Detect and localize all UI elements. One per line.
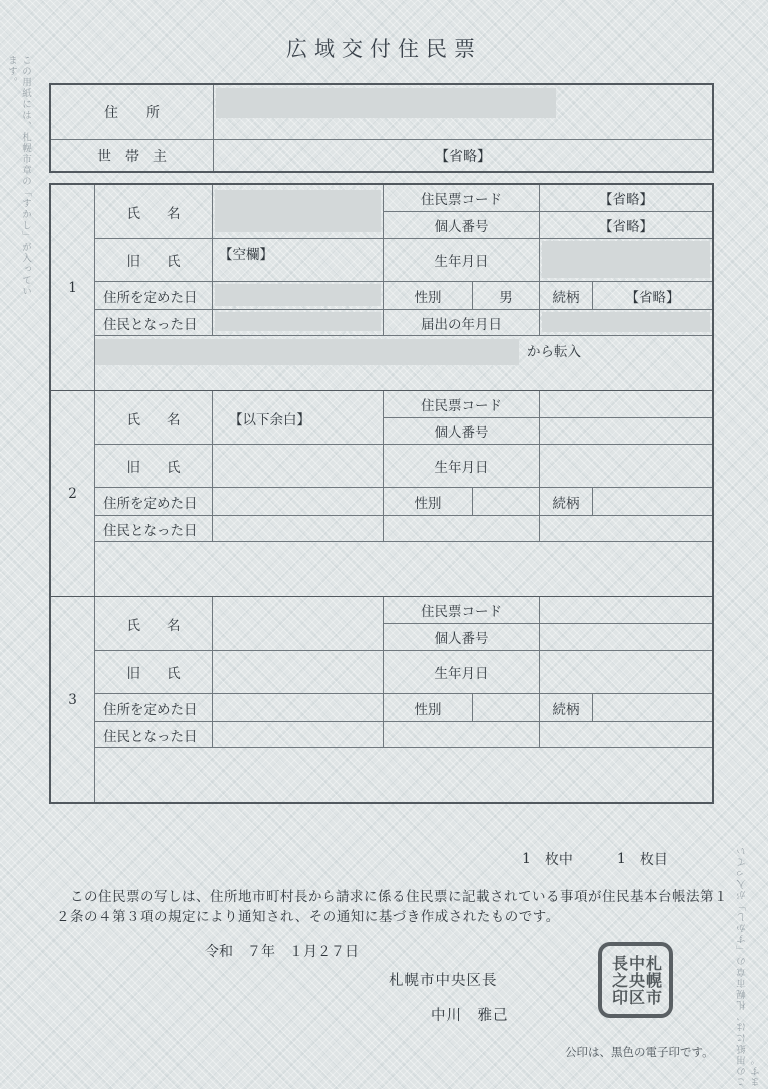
record-number: 2 xyxy=(51,391,95,596)
birth-date-value xyxy=(540,239,712,282)
official-seal xyxy=(598,942,673,1018)
certification-text: この住民票の写しは、住所地市町村長から請求に係る住民票に記載されている事項が住民基本台帳法第１２条の４第３項の規定により通知され、その通知に基づき作成されたものです。 xyxy=(56,889,728,925)
record-number: 1 xyxy=(51,185,95,390)
personal-number-value: 【省略】 xyxy=(540,212,712,239)
redaction-block xyxy=(95,339,519,365)
became-resident-date-value xyxy=(213,722,384,748)
relationship-value: 【省略】 xyxy=(593,282,712,310)
resident-code-label: 住民票コード xyxy=(384,185,540,212)
gender-value xyxy=(473,694,540,722)
personal-number-value xyxy=(540,418,712,445)
gender-value xyxy=(473,488,540,516)
became-resident-date-value xyxy=(213,516,384,542)
redaction-block xyxy=(542,312,710,332)
former-name-value xyxy=(213,651,384,694)
former-name-value xyxy=(213,445,384,488)
transfer-row xyxy=(95,748,712,802)
page-total: 1 xyxy=(522,851,531,867)
gender-label: 性別 xyxy=(384,488,473,516)
birth-date-value xyxy=(540,445,712,488)
address-set-date-label: 住所を定めた日 xyxy=(95,488,213,516)
birth-date-label: 生年月日 xyxy=(384,651,540,694)
seal-column: 札幌市 xyxy=(643,954,663,1006)
resident-code-label: 住民票コード xyxy=(384,391,540,418)
record-section-2 xyxy=(51,391,712,597)
address-set-date-value xyxy=(213,694,384,722)
personal-number-label: 個人番号 xyxy=(384,212,540,239)
resident-code-value xyxy=(540,391,712,418)
became-resident-date-label: 住民となった日 xyxy=(95,310,213,336)
page-current: 1 xyxy=(616,851,626,867)
notification-date-label xyxy=(384,516,540,542)
address-set-date-value xyxy=(213,488,384,516)
birth-date-label: 生年月日 xyxy=(384,239,540,282)
householder-value: 【省略】 xyxy=(435,148,491,165)
relationship-label: 続柄 xyxy=(540,694,593,722)
name-label: 氏 名 xyxy=(95,391,213,445)
personal-number-label: 個人番号 xyxy=(384,624,540,651)
gender-value: 男 xyxy=(473,282,540,310)
header-table xyxy=(49,83,714,173)
transfer-row xyxy=(95,542,712,596)
relationship-value xyxy=(593,488,712,516)
notification-date-value xyxy=(540,310,712,336)
former-name-label: 旧 氏 xyxy=(95,445,213,488)
householder-label: 世 帯 主 xyxy=(51,140,214,171)
gender-label: 性別 xyxy=(384,694,473,722)
redaction-block xyxy=(215,284,381,306)
redaction-block xyxy=(216,88,556,118)
record-section-1 xyxy=(51,185,712,391)
page-current-label: 枚目 xyxy=(639,852,668,868)
resident-code-value xyxy=(540,597,712,624)
notification-date-value xyxy=(540,516,712,542)
name-label: 氏 名 xyxy=(95,185,213,239)
name-label: 氏 名 xyxy=(95,597,213,651)
issuer-name: 中川 雅己 xyxy=(431,1008,509,1024)
resident-code-value: 【省略】 xyxy=(540,185,712,212)
watermark-note-right: この用紙には、札幌市章の「すかし」が入っています。 xyxy=(737,845,762,1087)
name-value xyxy=(213,597,384,651)
former-name-label: 旧 氏 xyxy=(95,239,213,282)
address-set-date-label: 住所を定めた日 xyxy=(95,282,213,310)
notification-date-label xyxy=(384,722,540,748)
redaction-block xyxy=(215,312,381,331)
became-resident-date-value xyxy=(213,310,384,336)
notification-date-value xyxy=(540,722,712,748)
page-indicator xyxy=(522,849,668,869)
became-resident-date-label: 住民となった日 xyxy=(95,516,213,542)
personal-number-label: 個人番号 xyxy=(384,418,540,445)
birth-date-label: 生年月日 xyxy=(384,445,540,488)
address-set-date-label: 住所を定めた日 xyxy=(95,694,213,722)
address-label: 住 所 xyxy=(51,85,214,140)
page-title: 広域交付住民票 xyxy=(286,37,482,61)
record-number: 3 xyxy=(51,597,95,802)
became-resident-date-label: 住民となった日 xyxy=(95,722,213,748)
relationship-value xyxy=(593,694,712,722)
transfer-row xyxy=(95,336,712,390)
gender-label: 性別 xyxy=(384,282,473,310)
name-value: 【以下余白】 xyxy=(213,391,384,445)
relationship-label: 続柄 xyxy=(540,282,593,310)
resident-code-label: 住民票コード xyxy=(384,597,540,624)
watermark-note-left: この用紙には、札幌市章の「すかし」が入っています。 xyxy=(6,55,31,297)
issue-date: 令和 ７年 １月２７日 xyxy=(205,944,359,960)
seal-column: 長之印 xyxy=(609,954,629,1006)
redaction-block xyxy=(542,241,710,278)
issuer-title: 札幌市中央区長 xyxy=(389,973,498,989)
relationship-label: 続柄 xyxy=(540,488,593,516)
notification-date-label: 届出の年月日 xyxy=(384,310,540,336)
name-value xyxy=(213,185,384,239)
page-total-label: 枚中 xyxy=(544,852,573,868)
address-value xyxy=(214,85,712,140)
former-name-label: 旧 氏 xyxy=(95,651,213,694)
seal-note: 公印は、黒色の電子印です。 xyxy=(565,1045,714,1059)
records-table xyxy=(49,183,714,804)
address-set-date-value xyxy=(213,282,384,310)
transfer-text: から転入 xyxy=(527,344,581,360)
redaction-block xyxy=(215,190,381,232)
personal-number-value xyxy=(540,624,712,651)
record-section-3 xyxy=(51,597,712,802)
former-name-value: 【空欄】 xyxy=(213,239,384,282)
birth-date-value xyxy=(540,651,712,694)
seal-column: 中央区 xyxy=(626,954,646,1006)
